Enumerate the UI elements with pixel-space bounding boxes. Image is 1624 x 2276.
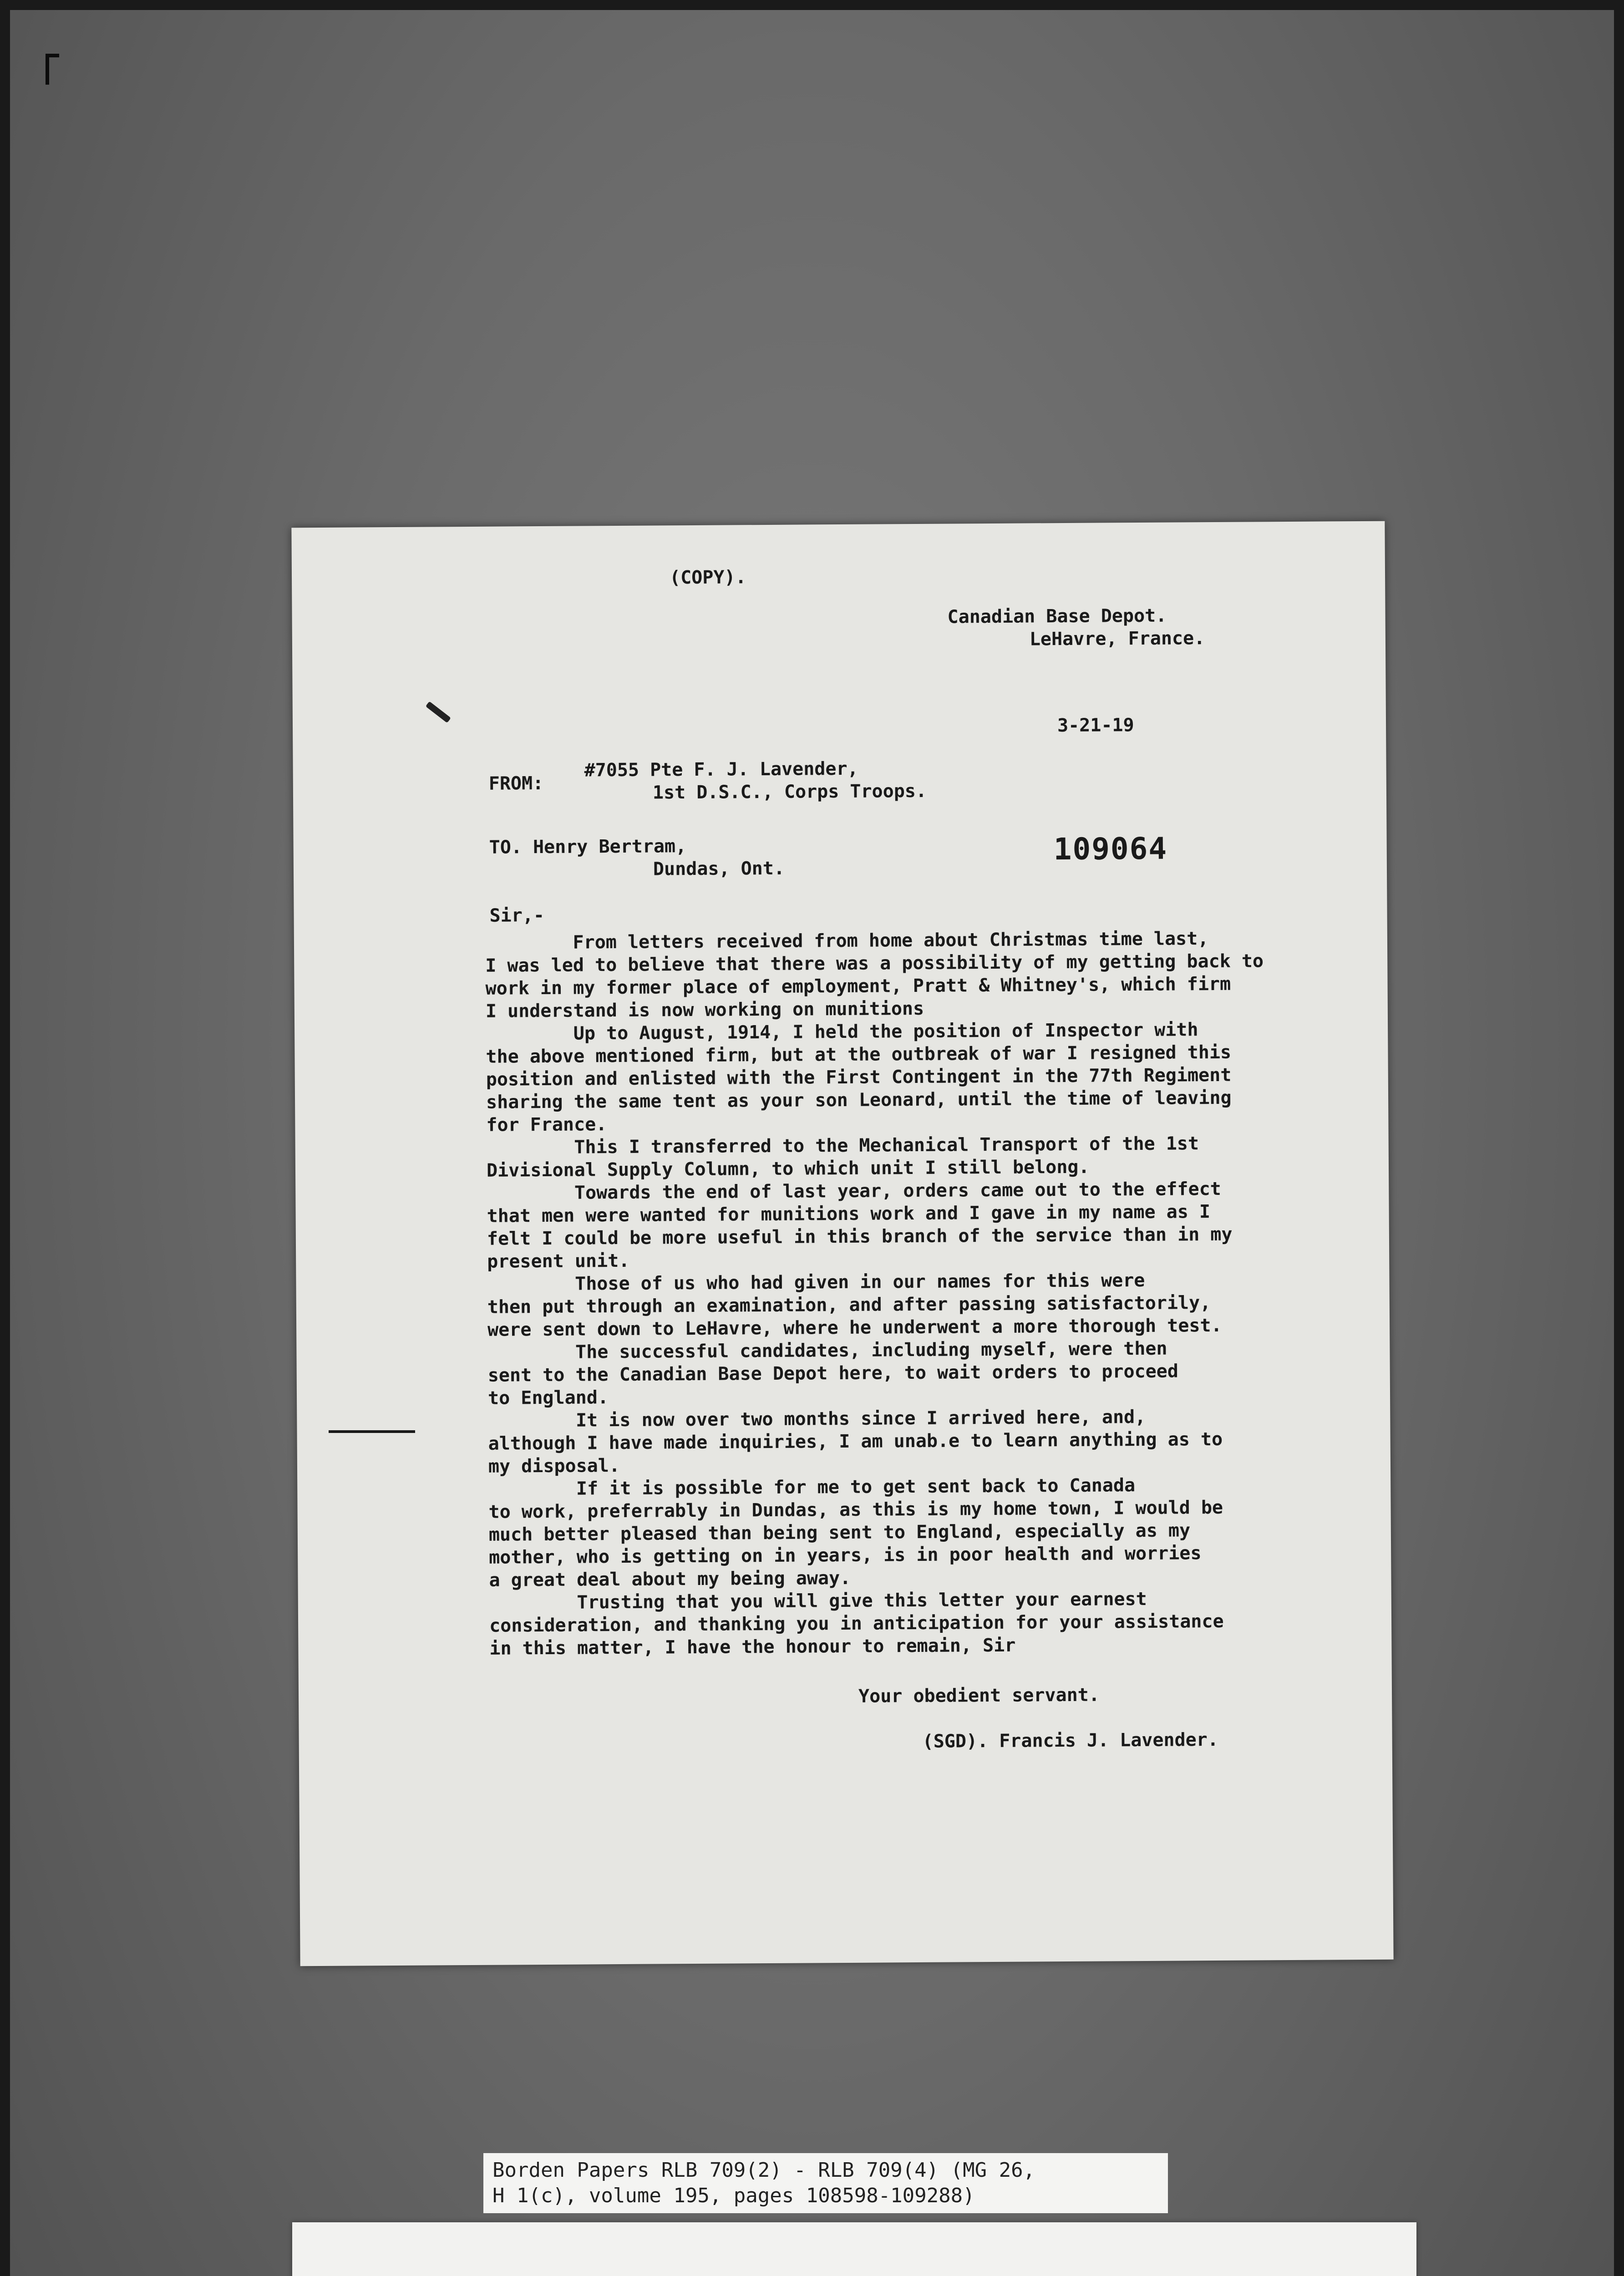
- salutation: Sir,-: [489, 904, 545, 926]
- margin-tick-mark: [329, 1430, 415, 1433]
- body-line: I was led to believe that there was a possibility of my getting back to: [485, 950, 1264, 976]
- body-line: in this matter, I have the honour to remain, Sir: [489, 1635, 1016, 1659]
- pen-mark: [426, 701, 451, 723]
- body-line: work in my former place of employment, Pratt & Whitney's, which firm: [485, 973, 1231, 999]
- closing: Your obedient servant.: [858, 1684, 1100, 1707]
- letter-page: [291, 521, 1393, 1966]
- body-line: a great deal about my being away.: [489, 1567, 851, 1591]
- body-line: Divisional Supply Column, to which unit I still belong.: [486, 1156, 1090, 1181]
- body-line: From letters received from home about Christmas time last,: [485, 928, 1209, 954]
- address-line-1: Canadian Base Depot.: [947, 605, 1167, 628]
- reference-line-2: H 1(c), volume 195, pages 108598-109288): [492, 2184, 975, 2207]
- from-label: FROM:: [488, 772, 544, 794]
- body-line: much better pleased than being sent to England, especially as my: [488, 1520, 1191, 1545]
- body-line: Towards the end of last year, orders came out to the effect: [487, 1178, 1221, 1204]
- body-line: sent to the Canadian Base Depot here, to wait orders to proceed: [487, 1361, 1179, 1386]
- letter-body: [485, 926, 1345, 1660]
- from-line-2: 1st D.S.C., Corps Troops.: [652, 780, 927, 803]
- signature: (SGD). Francis J. Lavender.: [922, 1729, 1219, 1752]
- archive-card: [292, 2222, 1416, 2276]
- frame-corner-mark: [46, 54, 59, 85]
- body-line: although I have made inquiries, I am unab.e to learn anything as to: [488, 1428, 1223, 1454]
- letter-date: 3-21-19: [1057, 715, 1134, 737]
- body-line: If it is possible for me to get sent back to Canada: [488, 1475, 1136, 1500]
- body-line: mother, who is getting on in years, is in poor health and worries: [489, 1543, 1202, 1568]
- body-line: I understand is now working on munitions: [485, 998, 924, 1022]
- body-line: This I transferred to the Mechanical Transport of the 1st: [486, 1133, 1199, 1158]
- body-line: The successful candidates, including myself, were then: [487, 1338, 1167, 1363]
- address-line-2: LeHavre, France.: [1029, 628, 1205, 650]
- reference-line-1: Borden Papers RLB 709(2) - RLB 709(4) (MG 26,: [492, 2159, 1035, 2182]
- body-line: the above mentioned firm, but at the outbreak of war I resigned this: [486, 1041, 1232, 1067]
- from-line-1: #7055 Pte F. J. Lavender,: [584, 758, 858, 781]
- body-line: were sent down to LeHavre, where he underwent a more thorough test.: [487, 1315, 1222, 1341]
- body-line: Up to August, 1914, I held the position of Inspector with: [486, 1019, 1198, 1045]
- body-line: for France.: [486, 1114, 607, 1136]
- body-line: consideration, and thanking you in anticipation for your assistance: [489, 1610, 1224, 1636]
- body-line: present unit.: [487, 1250, 630, 1272]
- body-line: that men were wanted for munitions work and I gave in my name as I: [487, 1201, 1211, 1227]
- body-line: Those of us who had given in our names for this were: [487, 1270, 1145, 1295]
- to-line-2: Dundas, Ont.: [653, 858, 785, 880]
- to-line-1: TO. Henry Bertram,: [489, 836, 687, 858]
- body-line: Trusting that you will give this letter your earnest: [489, 1588, 1147, 1614]
- body-line: sharing the same tent as your son Leonard, until the time of leaving: [486, 1087, 1232, 1113]
- body-line: felt I could be more useful in this branch of the service than in my: [487, 1224, 1233, 1250]
- body-line: It is now over two months since I arrived here, and,: [488, 1406, 1146, 1432]
- body-line: then put through an examination, and after passing satisfactorily,: [487, 1292, 1211, 1318]
- body-line: to England.: [487, 1387, 609, 1409]
- body-line: position and enlisted with the First Contingent in the 77th Regiment: [486, 1064, 1232, 1090]
- microfilm-frame: [10, 10, 1614, 2276]
- reference-label: [483, 2153, 1168, 2213]
- document-number: 109064: [1053, 831, 1168, 867]
- body-line: my disposal.: [488, 1455, 620, 1477]
- copy-mark: (COPY).: [669, 567, 746, 589]
- body-line: to work, preferrably in Dundas, as this is my home town, I would be: [488, 1497, 1223, 1523]
